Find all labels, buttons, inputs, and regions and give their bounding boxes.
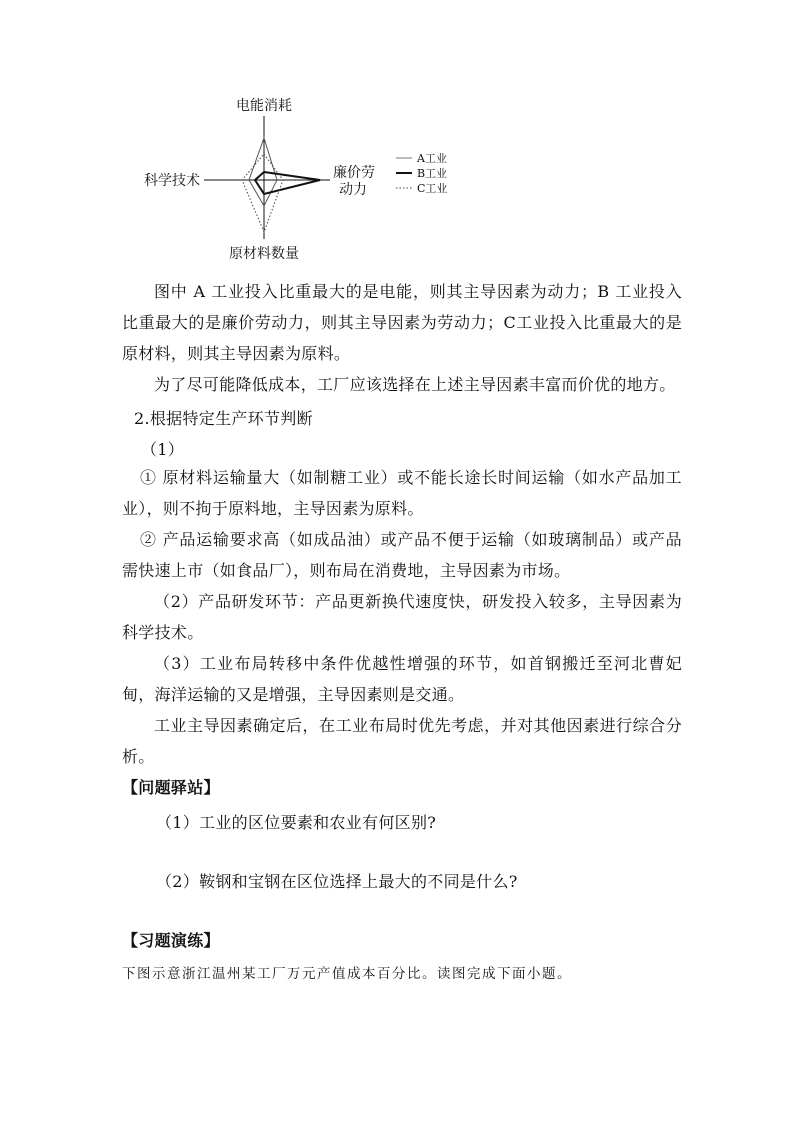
paragraph-market: ② 产品运输要求高（如成品油）或产品不便于运输（如玻璃制品）或产品需快速上市（如食品厂），则布局在消费地，主导因素为市场。: [122, 530, 682, 580]
section-heading-production-stage: 2.根据特定生产环节判断: [134, 409, 313, 428]
axis-label-right-2: 动力: [339, 182, 367, 198]
axis-label-bottom: 原材料数量: [229, 246, 299, 262]
legend: [396, 151, 447, 195]
axis-label-top: 电能消耗: [236, 98, 292, 114]
legend-label-b: B工业: [417, 167, 448, 180]
questions-header: 【问题驿站】: [122, 778, 220, 797]
industry-location-factor-diagram: [130, 94, 470, 264]
paragraph-transfer: （3）工业布局转移中条件优越性增强的环节，如首钢搬迁至河北曹妃甸，海洋运输的又是增强，主导因素则是交通。: [122, 654, 682, 704]
paragraph-research: （2）产品研发环节：产品更新换代速度快，研发投入较多，主导因素为科学技术。: [122, 592, 682, 642]
list-marker-1: （1）: [141, 440, 185, 459]
legend-label-a: A工业: [417, 152, 447, 165]
axis-label-right-1: 廉价劳: [333, 165, 375, 181]
exercise-intro: 下图示意浙江温州某工厂万元产值成本百分比。读图完成下面小题。: [122, 966, 572, 982]
paragraph-diagram-explanation: 图中 A 工业投入比重最大的是电能，则其主导因素为动力；B 工业投入比重最大的是廉价劳动力，则其主导因素为劳动力；C工业投入比重最大的是原材料，则其主导因素为原料。: [122, 282, 682, 363]
paragraph-summary: 工业主导因素确定后，在工业布局时优先考虑，并对其他因素进行综合分析。: [122, 716, 682, 766]
axis-label-left: 科学技术: [144, 173, 200, 189]
paragraph-raw-material: ① 原材料运输量大（如制糖工业）或不能长途长时间运输（如水产品加工业），则不拘于原料地，主导因素为原料。: [122, 468, 682, 518]
question-2: （2）鞍钢和宝钢在区位选择上最大的不同是什么?: [156, 872, 518, 891]
series-b-shape: [255, 172, 320, 194]
exercise-header: 【习题演练】: [122, 931, 220, 950]
question-1: （1）工业的区位要素和农业有何区别?: [156, 813, 437, 832]
legend-label-c: C工业: [417, 182, 448, 195]
paragraph-cost-reduction: 为了尽可能降低成本，工厂应该选择在上述主导因素丰富而价优的地方。: [154, 375, 676, 394]
